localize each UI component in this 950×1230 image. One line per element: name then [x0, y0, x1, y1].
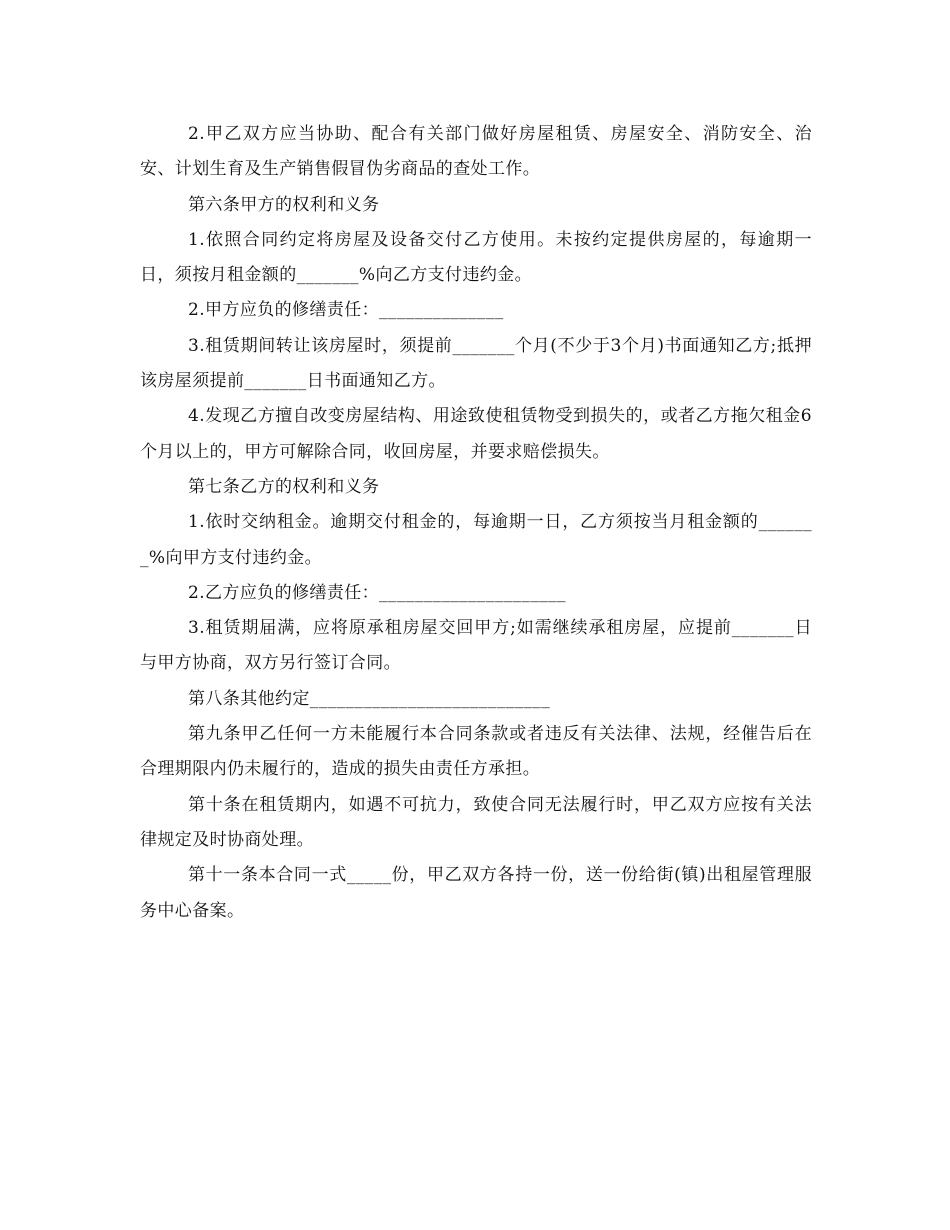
article-6-heading: 第六条甲方的权利和义务	[188, 194, 380, 215]
article-7-item-1: 1.依时交纳租金。逾期交付租金的，每逾期一日，乙方须按当月租金额的_______%向甲方支付违约金。	[140, 512, 812, 568]
article-6-item-2: 2.甲方应负的修缮责任：______________	[188, 300, 504, 321]
article-6-item-1: 1.依照合同约定将房屋及设备交付乙方使用。未按约定提供房屋的，每逾期一日，须按月租金额的_______%向乙方支付违约金。	[140, 229, 812, 286]
article-6-item-4: 4.发现乙方擅自改变房屋结构、用途致使租赁物受到损失的，或者乙方拖欠租金6个月以上的，甲方可解除合同，收回房屋，并要求赔偿损失。	[140, 406, 812, 462]
article-11: 第十一条本合同一式_____份，甲乙双方各持一份，送一份给街(镇)出租屋管理服务中心备案。	[140, 865, 812, 921]
article-10: 第十条在租赁期内，如遇不可抗力，致使合同无法履行时，甲乙双方应按有关法律规定及时协商处理。	[140, 794, 812, 850]
article-6-item-3: 3.租赁期间转让该房屋时，须提前_______个月(不少于3个月)书面通知乙方;抵押该房屋须提前_______日书面通知乙方。	[140, 335, 812, 392]
article-8: 第八条其他约定___________________________	[188, 688, 551, 709]
document-body	[140, 117, 812, 929]
article-7-item-2: 2.乙方应负的修缮责任：_____________________	[188, 582, 566, 603]
article-7-item-3: 3.租赁期届满，应将原承租房屋交回甲方;如需继续承租房屋，应提前_______日与甲方协商，双方另行签订合同。	[140, 618, 812, 674]
clause-5-item-2: 2.甲乙双方应当协助、配合有关部门做好房屋租赁、房屋安全、消防安全、治安、计划生育及生产销售假冒伪劣商品的查处工作。	[140, 124, 812, 180]
article-7-heading: 第七条乙方的权利和义务	[188, 476, 380, 497]
article-9: 第九条甲乙任何一方未能履行本合同条款或者违反有关法律、法规，经催告后在合理期限内仍未履行的，造成的损失由责任方承担。	[140, 724, 812, 780]
